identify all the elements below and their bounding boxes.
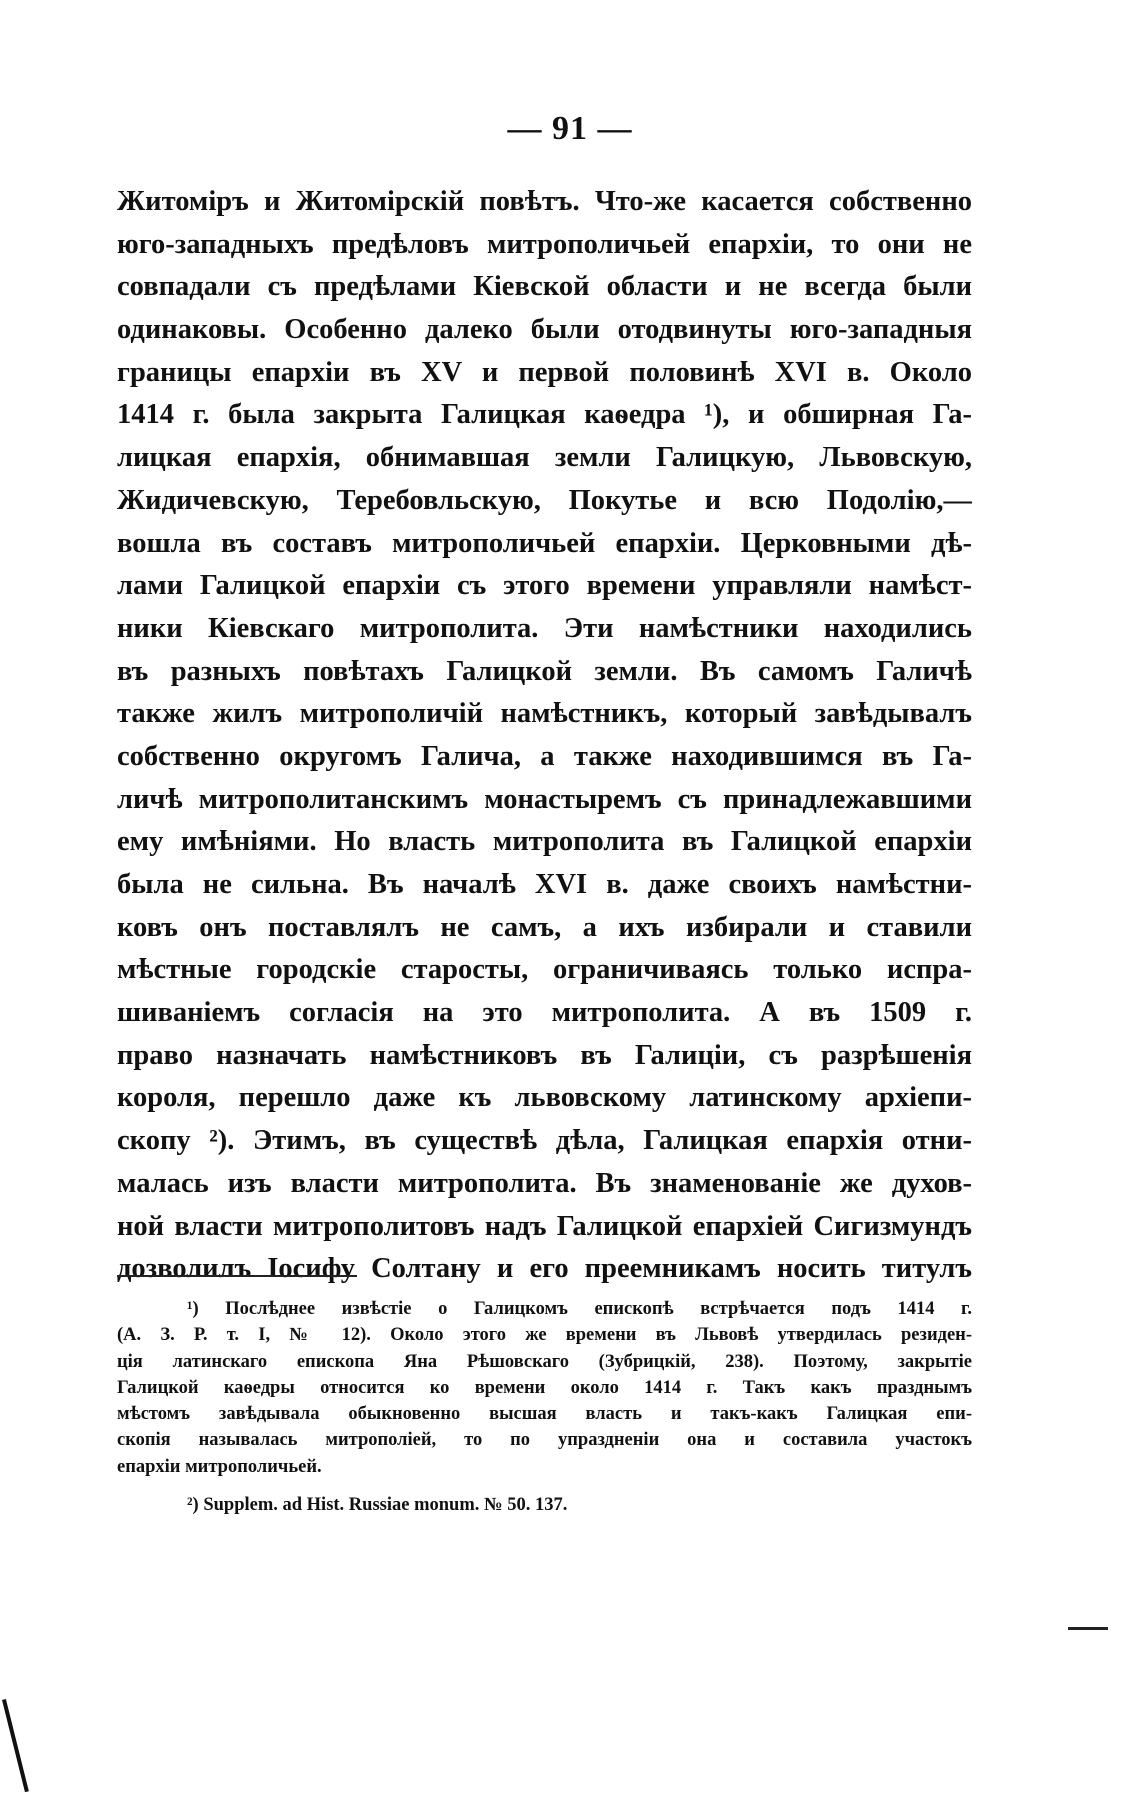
text-line: совпадали съ предѣлами Кіевской области и не всегда были	[117, 271, 972, 303]
text-line: вошла въ составъ митрополичьей епархіи. Церковными дѣ-	[117, 527, 972, 559]
text-line: юго-западныхъ предѣловъ митрополичьей епархіи, то они не	[117, 228, 972, 260]
text-line: мѣстные городскіе старосты, ограничиваясь только испра-	[117, 954, 972, 986]
text-line: Жидичевскую, Теребовльскую, Покутье и всю Подолію,—	[117, 484, 972, 516]
text-line: скопу ²). Этимъ, въ существѣ дѣла, Галицкая епархія отни-	[117, 1125, 972, 1157]
text-line: одинаковы. Особенно далеко были отодвинуты юго-западныя	[117, 314, 972, 346]
text-line: дозволилъ Іосифу Солтану и его преемникамъ носить титулъ	[117, 1253, 972, 1285]
text-line: короля, перешло даже къ львовскому латинскому архіепи-	[117, 1082, 972, 1114]
footnote-line: ¹) Послѣднее извѣстіе о Галицкомъ епископѣ встрѣчается подъ 1414 г.	[187, 1299, 972, 1319]
text-line: границы епархіи въ XV и первой половинѣ XVI в. Около	[117, 356, 972, 388]
footnote-line: ція латинскаго епископа Яна Рѣшовскаго (Зубрицкій, 238). Поэтому, закрытіе	[117, 1351, 972, 1372]
footnote-line: Галицкой каѳедры относится ко времени около 1414 г. Такъ какъ празднымъ	[117, 1377, 972, 1398]
text-line: малась изъ власти митрополита. Въ знаменованіе же духов-	[117, 1167, 972, 1199]
text-line: ники Кіевскаго митрополита. Эти намѣстники находились	[117, 612, 972, 644]
text-line: лами Галицкой епархіи съ этого времени управляли намѣст-	[117, 570, 972, 602]
footnote-2: ²) Supplem. ad Hist. Russiae monum. № 50. 137.	[187, 1495, 568, 1516]
text-line: личѣ митрополитанскимъ монастыремъ съ принадлежавшими	[117, 783, 972, 815]
page-edge-mark	[2, 1699, 29, 1792]
text-line: въ разныхъ повѣтахъ Галицкой земли. Въ самомъ Галичѣ	[117, 655, 972, 687]
text-line: также жилъ митрополичій намѣстникъ, который завѣдывалъ	[117, 698, 972, 730]
text-line: собственно округомъ Галича, а также находившимся въ Га-	[117, 740, 972, 772]
footnote-line: мѣстомъ завѣдывала обыкновенно высшая власть и такъ-какъ Галицкая епи-	[117, 1404, 972, 1425]
text-line: 1414 г. была закрыта Галицкая каѳедра ¹), и обширная Га-	[117, 399, 972, 431]
text-line: была не сильна. Въ началѣ XVI в. даже своихъ намѣстни-	[117, 869, 972, 900]
text-line: ной власти митрополитовъ надъ Галицкой епархіей Сигизмундъ	[117, 1210, 972, 1242]
text-line: ковъ онъ поставлялъ не самъ, а ихъ избирали и ставили	[117, 911, 972, 943]
footnote-separator	[117, 1275, 357, 1277]
footnote-1	[117, 1296, 972, 1480]
margin-dash-mark	[1068, 1627, 1108, 1630]
text-line: Житоміръ и Житомірскій повѣтъ. Что-же касается собственно	[117, 186, 972, 217]
text-line: шиваніемъ согласія на это митрополита. А въ 1509 г.	[117, 997, 972, 1029]
footnote-line: (А. З. Р. т. I, № 12). Около этого же времени въ Львовѣ утвердилась резиден-	[117, 1325, 972, 1346]
text-line: право назначать намѣстниковъ въ Галиціи, съ разрѣшенія	[117, 1039, 972, 1071]
page-number: — 91 —	[507, 110, 633, 147]
text-line: ему имѣніями. Но власть митрополита въ Галицкой епархіи	[117, 826, 972, 858]
footnotes	[117, 1296, 972, 1518]
main-text-block	[117, 181, 972, 1291]
footnote-line: скопія называлась митрополіей, то по упраздненіи она и составила участокъ	[117, 1430, 972, 1451]
footnote-line: епархіи митрополичьей.	[117, 1456, 322, 1477]
text-line: лицкая епархія, обнимавшая земли Галицкую, Львовскую,	[117, 442, 972, 474]
